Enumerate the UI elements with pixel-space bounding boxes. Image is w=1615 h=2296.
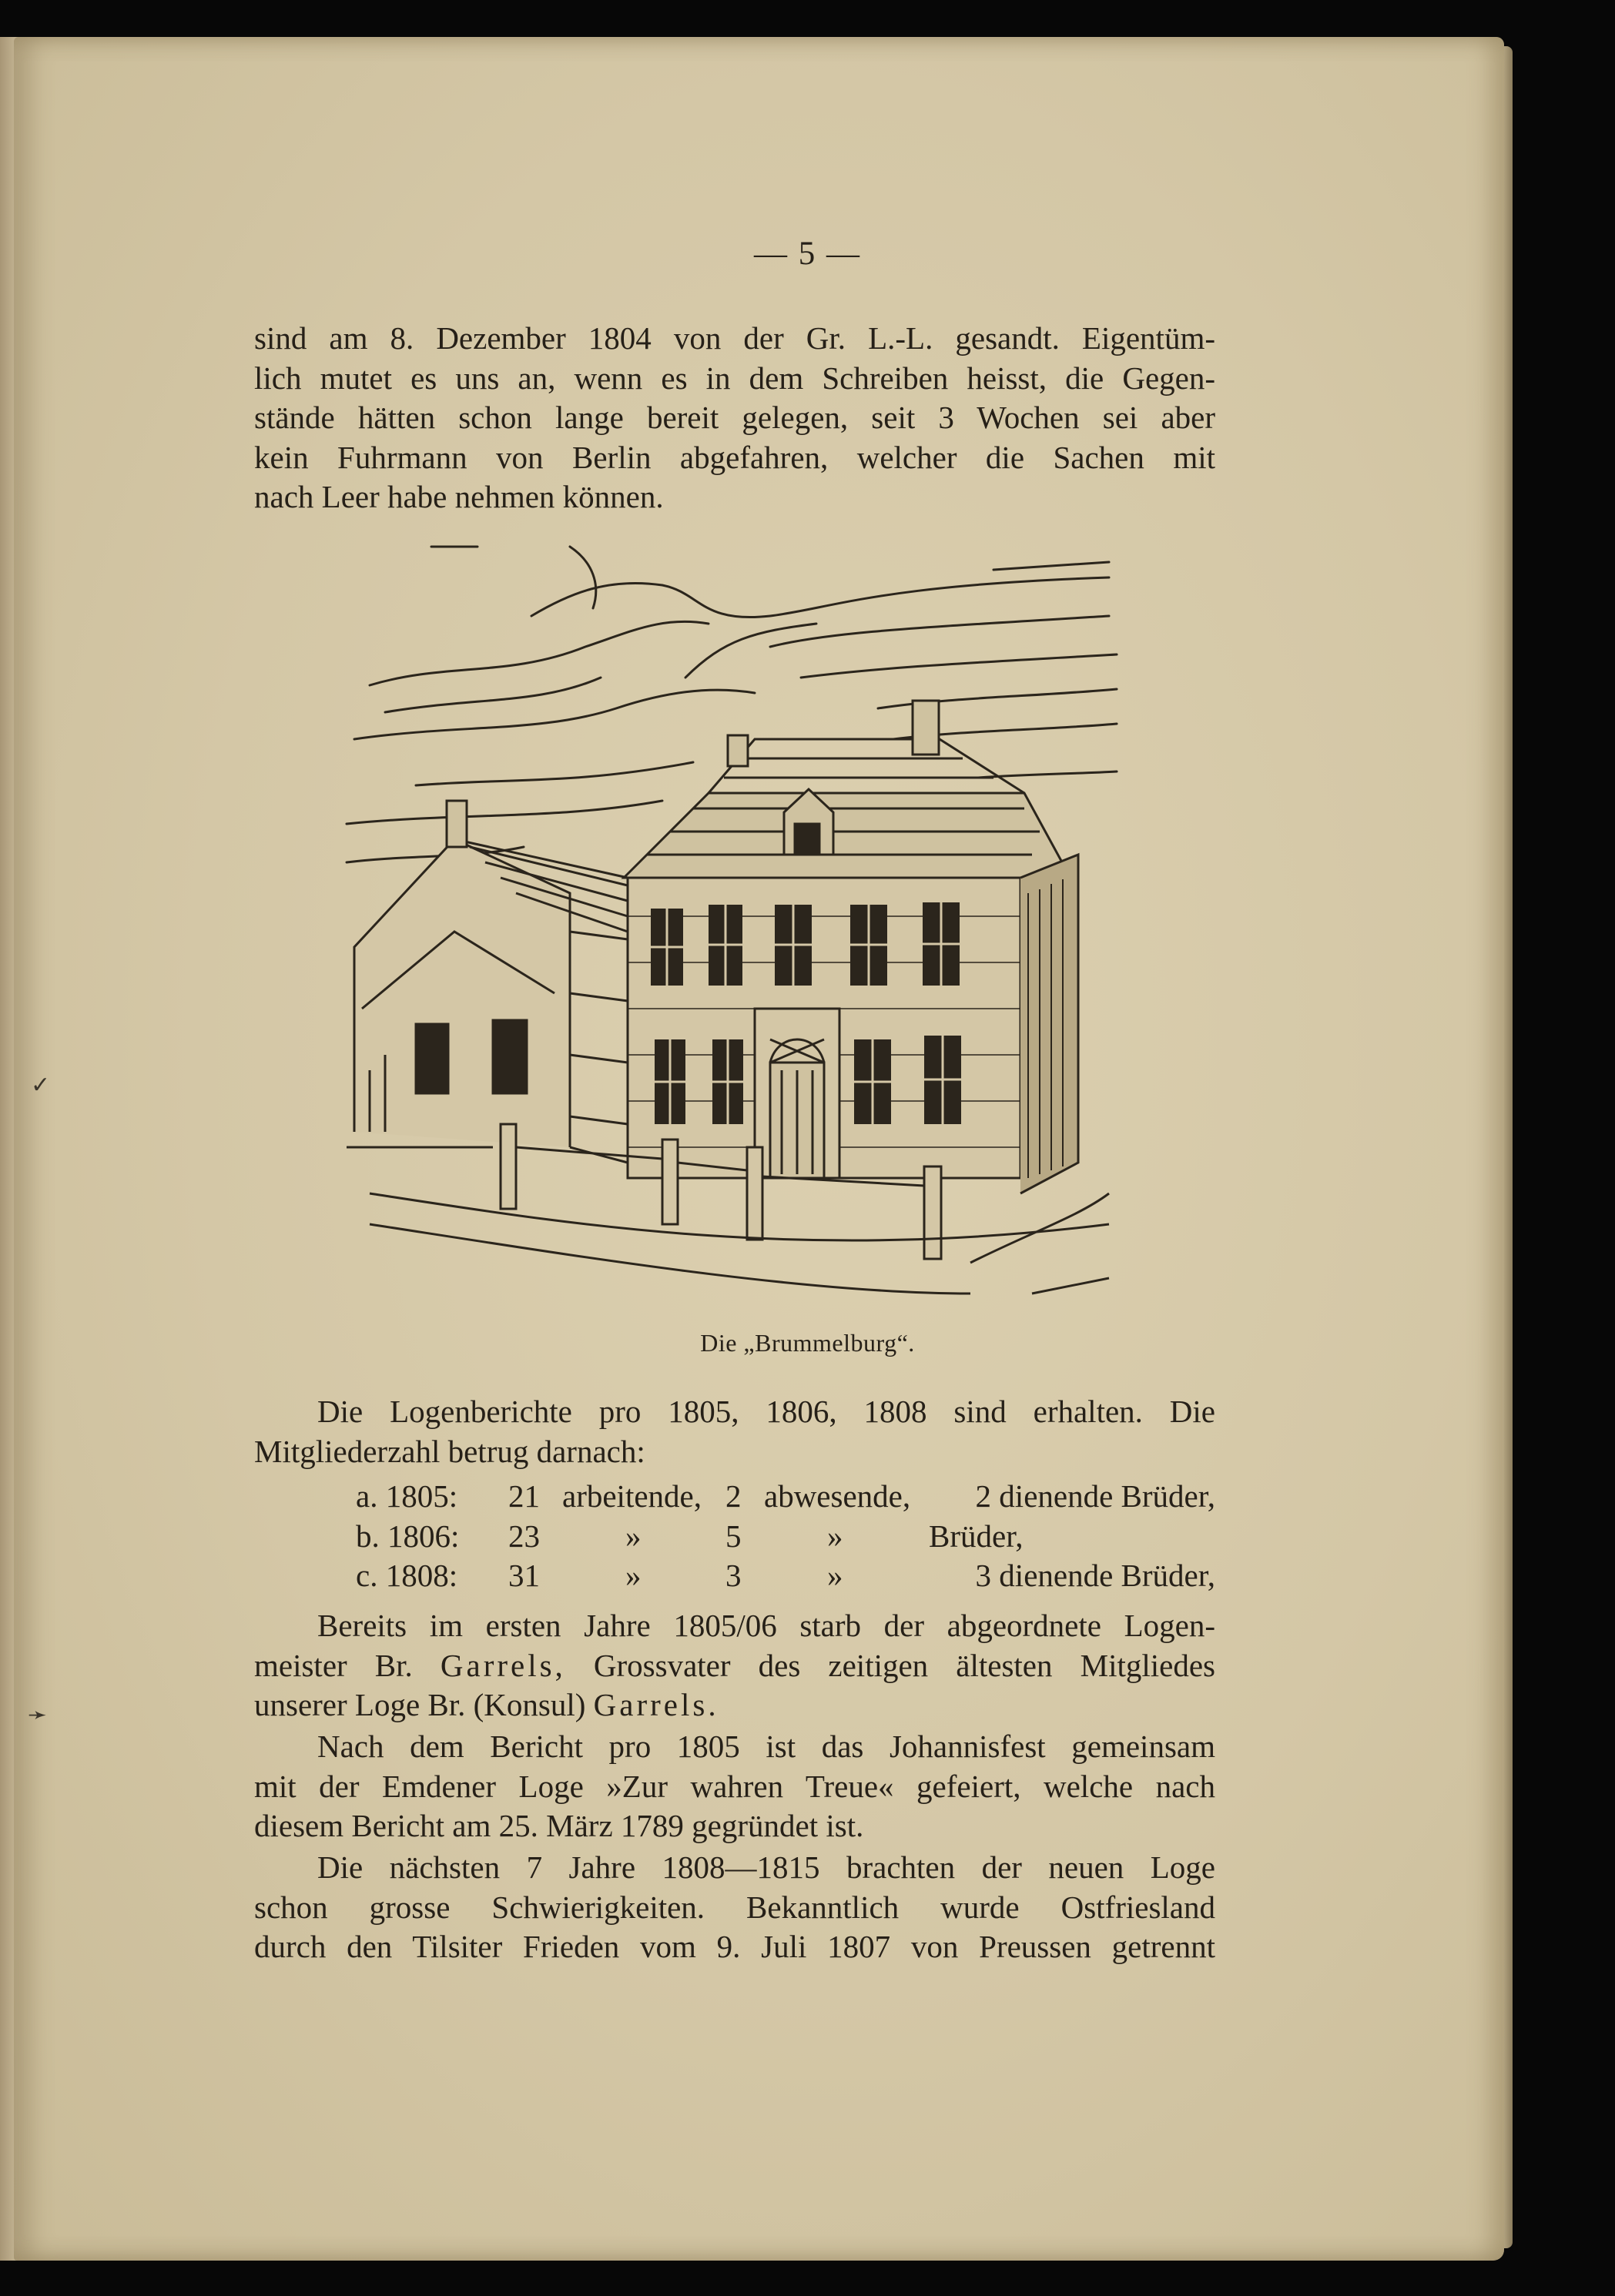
text-fragment: meister Br. — [254, 1647, 413, 1683]
reports-line: Mitgliederzahl betrug darnach: — [254, 1433, 645, 1469]
brummelburg-illustration — [339, 531, 1124, 1317]
margin-arrow-icon: ➛ — [28, 1702, 48, 1728]
member-rest: Brüder, — [929, 1518, 1024, 1554]
intro-line: kein Fuhrmann von Berlin abgefahren, welcher die Sachen mit — [254, 439, 1215, 475]
intro-line: nach Leer habe nehmen können. — [254, 479, 664, 514]
member-desc: abwesende, — [764, 1478, 911, 1514]
membership-row — [356, 1517, 1215, 1557]
intro-line: sind am 8. Dezember 1804 von der Gr. L.-L. gesandt. Eigentüm- — [254, 320, 1215, 356]
ditto-mark: » — [827, 1518, 843, 1554]
member-count: 21 — [508, 1478, 540, 1514]
ditto-mark: » — [625, 1558, 642, 1593]
member-year: a. 1805: — [356, 1478, 458, 1514]
reports-line: Die Logenberichte pro 1805, 1806, 1808 sind erhalten. Die — [317, 1394, 1215, 1429]
member-count: 2 — [725, 1478, 742, 1514]
garrels-line: Bereits im ersten Jahre 1805/06 starb der abgeordnete Logen- — [317, 1608, 1215, 1643]
member-year: b. 1806: — [356, 1518, 460, 1554]
member-count: 5 — [725, 1518, 742, 1554]
years-paragraph — [254, 1848, 1215, 1967]
membership-row — [356, 1477, 1215, 1517]
member-count: 31 — [508, 1558, 540, 1593]
years-line: schon grosse Schwierigkeiten. Bekanntlich wurde Ostfriesland — [254, 1889, 1215, 1925]
person-name: Garrels, — [440, 1647, 566, 1683]
text-fragment: Grossvater des zeitigen ältesten Mitgliedes — [593, 1647, 1215, 1683]
years-line: Die nächsten 7 Jahre 1808—1815 brachten der neuen Loge — [317, 1849, 1215, 1885]
member-rest: 3 dienende Brüder, — [975, 1558, 1215, 1593]
member-year: c. 1808: — [356, 1558, 458, 1593]
johannisfest-paragraph — [254, 1727, 1215, 1846]
text-fragment: unserer Loge Br. (Konsul) — [254, 1687, 586, 1722]
figure-caption: Die „Brummelburg“. — [700, 1329, 915, 1357]
intro-line: stände hätten schon lange bereit gelegen, seit 3 Wochen sei aber — [254, 400, 1215, 435]
garrels-paragraph — [254, 1606, 1215, 1725]
ditto-mark: » — [827, 1558, 843, 1593]
fest-line: mit der Emdener Loge »Zur wahren Treue« gefeiert, welche nach — [254, 1768, 1215, 1804]
ditto-mark: » — [625, 1518, 642, 1554]
years-line: durch den Tilsiter Frieden vom 9. Juli 1807 von Preussen getrennt — [254, 1929, 1215, 1964]
person-name: Garrels. — [593, 1687, 719, 1722]
member-rest: 2 dienende Brüder, — [975, 1478, 1215, 1514]
member-count: 3 — [725, 1558, 742, 1593]
member-desc: arbeitende, — [562, 1478, 702, 1514]
reports-paragraph — [254, 1392, 1215, 1471]
membership-list — [356, 1477, 1215, 1596]
margin-mark-icon: ✓ — [31, 1073, 51, 1098]
garrels-line — [254, 1685, 1215, 1725]
member-count: 23 — [508, 1518, 540, 1554]
intro-paragraph — [254, 319, 1215, 517]
page-number: — 5 — — [754, 236, 861, 272]
garrels-line — [254, 1646, 1215, 1686]
fest-line: Nach dem Bericht pro 1805 ist das Johannisfest gemeinsam — [317, 1729, 1215, 1764]
fest-line: diesem Bericht am 25. März 1789 gegründet ist. — [254, 1808, 864, 1843]
membership-row — [356, 1556, 1215, 1596]
intro-line: lich mutet es uns an, wenn es in dem Schreiben heisst, die Gegen- — [254, 360, 1215, 396]
